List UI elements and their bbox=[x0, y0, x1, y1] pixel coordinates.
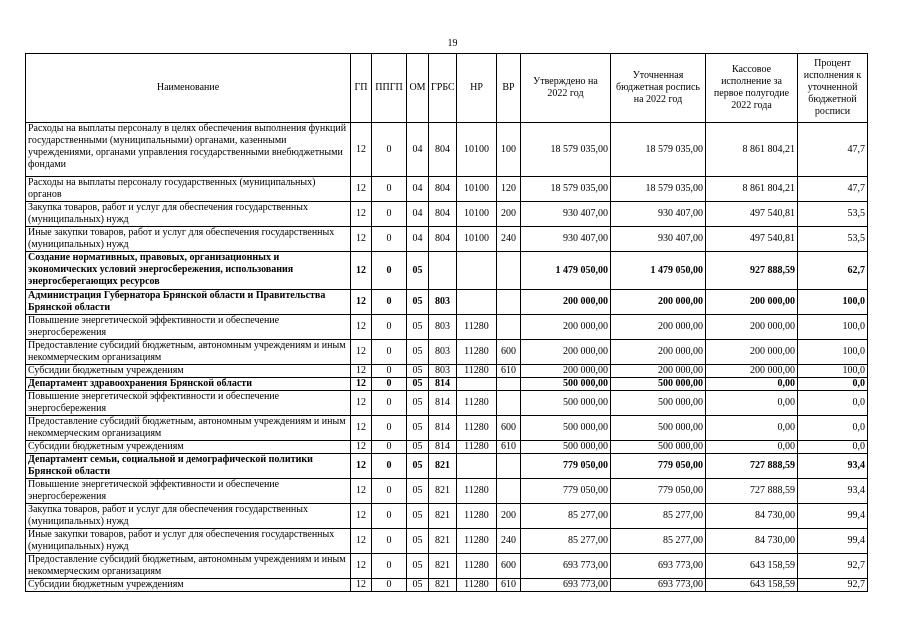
cell-percent: 100,0 bbox=[798, 340, 868, 365]
cell-vr bbox=[497, 479, 521, 504]
cell-vr: 610 bbox=[497, 441, 521, 454]
header-np: НР bbox=[457, 54, 497, 123]
cell-gp: 12 bbox=[351, 378, 372, 391]
cell-cash: 200 000,00 bbox=[706, 315, 798, 340]
cell-name: Департамент здравоохранения Брянской области bbox=[26, 378, 351, 391]
cell-gp: 12 bbox=[351, 252, 372, 290]
cell-vr: 240 bbox=[497, 529, 521, 554]
table-row bbox=[26, 340, 868, 365]
cell-percent: 100,0 bbox=[798, 365, 868, 378]
cell-percent: 0,0 bbox=[798, 441, 868, 454]
cell-refined: 200 000,00 bbox=[611, 290, 706, 315]
cell-np bbox=[457, 454, 497, 479]
budget-table bbox=[25, 53, 868, 592]
cell-ppgp: 0 bbox=[372, 340, 407, 365]
cell-gp: 12 bbox=[351, 504, 372, 529]
cell-name: Администрация Губернатора Брянской области и Правительства Брянской области bbox=[26, 290, 351, 315]
cell-grbs: 821 bbox=[429, 454, 457, 479]
cell-percent: 93,4 bbox=[798, 454, 868, 479]
cell-vr: 600 bbox=[497, 416, 521, 441]
cell-np: 11280 bbox=[457, 529, 497, 554]
cell-refined: 500 000,00 bbox=[611, 416, 706, 441]
cell-gp: 12 bbox=[351, 579, 372, 592]
cell-name: Иные закупки товаров, работ и услуг для обеспечения государственных (муниципальных) нужд bbox=[26, 227, 351, 252]
cell-refined: 18 579 035,00 bbox=[611, 123, 706, 177]
cell-approved: 200 000,00 bbox=[521, 290, 611, 315]
table-row bbox=[26, 579, 868, 592]
cell-cash: 643 158,59 bbox=[706, 554, 798, 579]
cell-cash: 84 730,00 bbox=[706, 504, 798, 529]
cell-percent: 0,0 bbox=[798, 416, 868, 441]
cell-percent: 99,4 bbox=[798, 529, 868, 554]
cell-np: 10100 bbox=[457, 123, 497, 177]
cell-vr bbox=[497, 378, 521, 391]
cell-om: 05 bbox=[407, 504, 429, 529]
header-ppgp: ППГП bbox=[372, 54, 407, 123]
cell-name: Субсидии бюджетным учреждениям bbox=[26, 579, 351, 592]
cell-approved: 779 050,00 bbox=[521, 479, 611, 504]
cell-name: Департамент семьи, социальной и демографической политики Брянской области bbox=[26, 454, 351, 479]
cell-name: Предоставление субсидий бюджетным, автономным учреждениям и иным некоммерческим организациям bbox=[26, 340, 351, 365]
cell-gp: 12 bbox=[351, 365, 372, 378]
cell-om: 05 bbox=[407, 290, 429, 315]
cell-name: Предоставление субсидий бюджетным, автономным учреждениям и иным некоммерческим организациям bbox=[26, 416, 351, 441]
cell-gp: 12 bbox=[351, 454, 372, 479]
cell-ppgp: 0 bbox=[372, 441, 407, 454]
cell-refined: 779 050,00 bbox=[611, 454, 706, 479]
cell-name: Закупка товаров, работ и услуг для обеспечения государственных (муниципальных) нужд bbox=[26, 202, 351, 227]
header-name: Наименование bbox=[26, 54, 351, 123]
cell-vr: 100 bbox=[497, 123, 521, 177]
cell-vr: 200 bbox=[497, 202, 521, 227]
cell-percent: 0,0 bbox=[798, 391, 868, 416]
cell-vr bbox=[497, 315, 521, 340]
cell-gp: 12 bbox=[351, 340, 372, 365]
table-row bbox=[26, 123, 868, 177]
cell-om: 05 bbox=[407, 529, 429, 554]
cell-refined: 18 579 035,00 bbox=[611, 177, 706, 202]
cell-grbs: 821 bbox=[429, 504, 457, 529]
cell-gp: 12 bbox=[351, 441, 372, 454]
cell-name: Закупка товаров, работ и услуг для обеспечения государственных (муниципальных) нужд bbox=[26, 504, 351, 529]
cell-gp: 12 bbox=[351, 554, 372, 579]
cell-ppgp: 0 bbox=[372, 202, 407, 227]
cell-np: 11280 bbox=[457, 315, 497, 340]
cell-refined: 693 773,00 bbox=[611, 579, 706, 592]
cell-np: 11280 bbox=[457, 391, 497, 416]
cell-ppgp: 0 bbox=[372, 227, 407, 252]
header-row bbox=[26, 54, 868, 123]
cell-ppgp: 0 bbox=[372, 479, 407, 504]
cell-cash: 727 888,59 bbox=[706, 454, 798, 479]
cell-np: 11280 bbox=[457, 504, 497, 529]
cell-approved: 500 000,00 bbox=[521, 378, 611, 391]
cell-approved: 500 000,00 bbox=[521, 416, 611, 441]
cell-cash: 8 861 804,21 bbox=[706, 177, 798, 202]
cell-np: 11280 bbox=[457, 554, 497, 579]
cell-vr bbox=[497, 252, 521, 290]
cell-ppgp: 0 bbox=[372, 315, 407, 340]
cell-vr: 240 bbox=[497, 227, 521, 252]
cell-refined: 200 000,00 bbox=[611, 315, 706, 340]
cell-grbs: 803 bbox=[429, 365, 457, 378]
cell-grbs: 803 bbox=[429, 290, 457, 315]
cell-vr: 600 bbox=[497, 340, 521, 365]
cell-ppgp: 0 bbox=[372, 391, 407, 416]
cell-name: Повышение энергетической эффективности и обеспечение энергосбережения bbox=[26, 479, 351, 504]
cell-cash: 643 158,59 bbox=[706, 579, 798, 592]
table-row bbox=[26, 554, 868, 579]
cell-vr: 610 bbox=[497, 365, 521, 378]
cell-gp: 12 bbox=[351, 227, 372, 252]
table-row bbox=[26, 504, 868, 529]
cell-grbs: 821 bbox=[429, 554, 457, 579]
cell-name: Повышение энергетической эффективности и обеспечение энергосбережения bbox=[26, 391, 351, 416]
cell-cash: 927 888,59 bbox=[706, 252, 798, 290]
cell-grbs: 803 bbox=[429, 340, 457, 365]
cell-percent: 62,7 bbox=[798, 252, 868, 290]
cell-approved: 930 407,00 bbox=[521, 227, 611, 252]
cell-np: 10100 bbox=[457, 227, 497, 252]
table-row bbox=[26, 391, 868, 416]
table-row bbox=[26, 416, 868, 441]
cell-gp: 12 bbox=[351, 290, 372, 315]
cell-refined: 200 000,00 bbox=[611, 340, 706, 365]
cell-percent: 0,0 bbox=[798, 378, 868, 391]
cell-cash: 200 000,00 bbox=[706, 365, 798, 378]
table-row bbox=[26, 441, 868, 454]
table-body bbox=[26, 123, 868, 592]
cell-vr bbox=[497, 454, 521, 479]
cell-percent: 53,5 bbox=[798, 227, 868, 252]
cell-ppgp: 0 bbox=[372, 290, 407, 315]
cell-vr: 120 bbox=[497, 177, 521, 202]
cell-grbs: 814 bbox=[429, 441, 457, 454]
cell-refined: 200 000,00 bbox=[611, 365, 706, 378]
header-gp: ГП bbox=[351, 54, 372, 123]
cell-refined: 930 407,00 bbox=[611, 227, 706, 252]
cell-grbs: 803 bbox=[429, 315, 457, 340]
table-row bbox=[26, 529, 868, 554]
cell-percent: 47,7 bbox=[798, 177, 868, 202]
cell-om: 05 bbox=[407, 579, 429, 592]
cell-grbs: 804 bbox=[429, 227, 457, 252]
cell-name: Расходы на выплаты персоналу в целях обеспечения выполнения функций государственными (муниципальными) органами, казенными учреждениями, органами управления государственными внебюджетными фондами bbox=[26, 123, 351, 177]
cell-approved: 200 000,00 bbox=[521, 365, 611, 378]
cell-om: 05 bbox=[407, 441, 429, 454]
cell-om: 05 bbox=[407, 391, 429, 416]
cell-grbs: 821 bbox=[429, 479, 457, 504]
cell-grbs: 814 bbox=[429, 378, 457, 391]
cell-refined: 930 407,00 bbox=[611, 202, 706, 227]
cell-vr: 600 bbox=[497, 554, 521, 579]
cell-om: 05 bbox=[407, 454, 429, 479]
header-percent: Процент исполнения к уточненной бюджетной росписи bbox=[798, 54, 868, 123]
cell-om: 05 bbox=[407, 416, 429, 441]
cell-refined: 85 277,00 bbox=[611, 504, 706, 529]
cell-np: 11280 bbox=[457, 416, 497, 441]
cell-om: 05 bbox=[407, 315, 429, 340]
cell-np bbox=[457, 378, 497, 391]
cell-vr bbox=[497, 391, 521, 416]
cell-gp: 12 bbox=[351, 529, 372, 554]
cell-ppgp: 0 bbox=[372, 416, 407, 441]
cell-percent: 100,0 bbox=[798, 315, 868, 340]
cell-vr bbox=[497, 290, 521, 315]
cell-approved: 85 277,00 bbox=[521, 504, 611, 529]
cell-ppgp: 0 bbox=[372, 504, 407, 529]
cell-grbs bbox=[429, 252, 457, 290]
cell-gp: 12 bbox=[351, 315, 372, 340]
cell-grbs: 804 bbox=[429, 202, 457, 227]
table-row bbox=[26, 378, 868, 391]
cell-np: 11280 bbox=[457, 441, 497, 454]
cell-cash: 497 540,81 bbox=[706, 202, 798, 227]
cell-percent: 99,4 bbox=[798, 504, 868, 529]
cell-om: 04 bbox=[407, 227, 429, 252]
cell-refined: 500 000,00 bbox=[611, 391, 706, 416]
cell-ppgp: 0 bbox=[372, 579, 407, 592]
cell-om: 05 bbox=[407, 378, 429, 391]
header-refined: Уточненная бюджетная роспись на 2022 год bbox=[611, 54, 706, 123]
header-om: ОМ bbox=[407, 54, 429, 123]
cell-name: Расходы на выплаты персоналу государственных (муниципальных) органов bbox=[26, 177, 351, 202]
header-grbs: ГРБС bbox=[429, 54, 457, 123]
cell-np: 11280 bbox=[457, 340, 497, 365]
cell-refined: 1 479 050,00 bbox=[611, 252, 706, 290]
cell-om: 05 bbox=[407, 554, 429, 579]
table-row bbox=[26, 177, 868, 202]
header-approved: Утверждено на 2022 год bbox=[521, 54, 611, 123]
header-vr: ВР bbox=[497, 54, 521, 123]
cell-ppgp: 0 bbox=[372, 177, 407, 202]
cell-refined: 779 050,00 bbox=[611, 479, 706, 504]
cell-approved: 693 773,00 bbox=[521, 554, 611, 579]
cell-percent: 53,5 bbox=[798, 202, 868, 227]
cell-approved: 500 000,00 bbox=[521, 441, 611, 454]
cell-cash: 200 000,00 bbox=[706, 290, 798, 315]
cell-np: 11280 bbox=[457, 365, 497, 378]
cell-np: 11280 bbox=[457, 579, 497, 592]
cell-gp: 12 bbox=[351, 479, 372, 504]
cell-om: 04 bbox=[407, 177, 429, 202]
cell-approved: 1 479 050,00 bbox=[521, 252, 611, 290]
cell-ppgp: 0 bbox=[372, 529, 407, 554]
cell-grbs: 804 bbox=[429, 123, 457, 177]
cell-percent: 92,7 bbox=[798, 579, 868, 592]
cell-approved: 18 579 035,00 bbox=[521, 177, 611, 202]
table-row bbox=[26, 202, 868, 227]
cell-percent: 100,0 bbox=[798, 290, 868, 315]
cell-approved: 85 277,00 bbox=[521, 529, 611, 554]
cell-ppgp: 0 bbox=[372, 454, 407, 479]
cell-ppgp: 0 bbox=[372, 123, 407, 177]
cell-approved: 500 000,00 bbox=[521, 391, 611, 416]
cell-percent: 93,4 bbox=[798, 479, 868, 504]
cell-approved: 200 000,00 bbox=[521, 315, 611, 340]
cell-name: Субсидии бюджетным учреждениям bbox=[26, 365, 351, 378]
cell-grbs: 821 bbox=[429, 579, 457, 592]
cell-cash: 0,00 bbox=[706, 378, 798, 391]
cell-name: Предоставление субсидий бюджетным, автономным учреждениям и иным некоммерческим организациям bbox=[26, 554, 351, 579]
cell-gp: 12 bbox=[351, 123, 372, 177]
cell-gp: 12 bbox=[351, 177, 372, 202]
cell-approved: 779 050,00 bbox=[521, 454, 611, 479]
cell-np: 10100 bbox=[457, 202, 497, 227]
table-row bbox=[26, 252, 868, 290]
table-row bbox=[26, 454, 868, 479]
cell-np: 11280 bbox=[457, 479, 497, 504]
cell-gp: 12 bbox=[351, 416, 372, 441]
cell-approved: 200 000,00 bbox=[521, 340, 611, 365]
cell-grbs: 814 bbox=[429, 416, 457, 441]
cell-cash: 0,00 bbox=[706, 416, 798, 441]
table-row bbox=[26, 315, 868, 340]
cell-name: Создание нормативных, правовых, организационных и экономических условий энергосбережения, использования энергосберегающих ресурсов bbox=[26, 252, 351, 290]
cell-om: 05 bbox=[407, 252, 429, 290]
table-row bbox=[26, 365, 868, 378]
cell-cash: 84 730,00 bbox=[706, 529, 798, 554]
cell-om: 04 bbox=[407, 202, 429, 227]
cell-cash: 497 540,81 bbox=[706, 227, 798, 252]
cell-refined: 85 277,00 bbox=[611, 529, 706, 554]
cell-approved: 693 773,00 bbox=[521, 579, 611, 592]
cell-grbs: 814 bbox=[429, 391, 457, 416]
header-cash: Кассовое исполнение за первое полугодие 2022 года bbox=[706, 54, 798, 123]
cell-cash: 727 888,59 bbox=[706, 479, 798, 504]
table-row bbox=[26, 479, 868, 504]
table-row bbox=[26, 227, 868, 252]
cell-cash: 8 861 804,21 bbox=[706, 123, 798, 177]
cell-om: 04 bbox=[407, 123, 429, 177]
cell-refined: 500 000,00 bbox=[611, 441, 706, 454]
cell-vr: 610 bbox=[497, 579, 521, 592]
cell-ppgp: 0 bbox=[372, 554, 407, 579]
cell-ppgp: 0 bbox=[372, 378, 407, 391]
cell-approved: 930 407,00 bbox=[521, 202, 611, 227]
cell-grbs: 804 bbox=[429, 177, 457, 202]
cell-percent: 92,7 bbox=[798, 554, 868, 579]
cell-cash: 0,00 bbox=[706, 441, 798, 454]
cell-om: 05 bbox=[407, 340, 429, 365]
cell-vr: 200 bbox=[497, 504, 521, 529]
cell-gp: 12 bbox=[351, 391, 372, 416]
cell-om: 05 bbox=[407, 479, 429, 504]
cell-name: Иные закупки товаров, работ и услуг для обеспечения государственных (муниципальных) нужд bbox=[26, 529, 351, 554]
cell-om: 05 bbox=[407, 365, 429, 378]
cell-name: Повышение энергетической эффективности и обеспечение энергосбережения bbox=[26, 315, 351, 340]
cell-ppgp: 0 bbox=[372, 252, 407, 290]
cell-refined: 693 773,00 bbox=[611, 554, 706, 579]
cell-cash: 0,00 bbox=[706, 391, 798, 416]
cell-percent: 47,7 bbox=[798, 123, 868, 177]
cell-approved: 18 579 035,00 bbox=[521, 123, 611, 177]
page-number: 19 bbox=[447, 38, 458, 49]
cell-ppgp: 0 bbox=[372, 365, 407, 378]
cell-cash: 200 000,00 bbox=[706, 340, 798, 365]
cell-np: 10100 bbox=[457, 177, 497, 202]
cell-np bbox=[457, 252, 497, 290]
cell-name: Субсидии бюджетным учреждениям bbox=[26, 441, 351, 454]
cell-gp: 12 bbox=[351, 202, 372, 227]
table-row bbox=[26, 290, 868, 315]
cell-grbs: 821 bbox=[429, 529, 457, 554]
cell-np bbox=[457, 290, 497, 315]
cell-refined: 500 000,00 bbox=[611, 378, 706, 391]
